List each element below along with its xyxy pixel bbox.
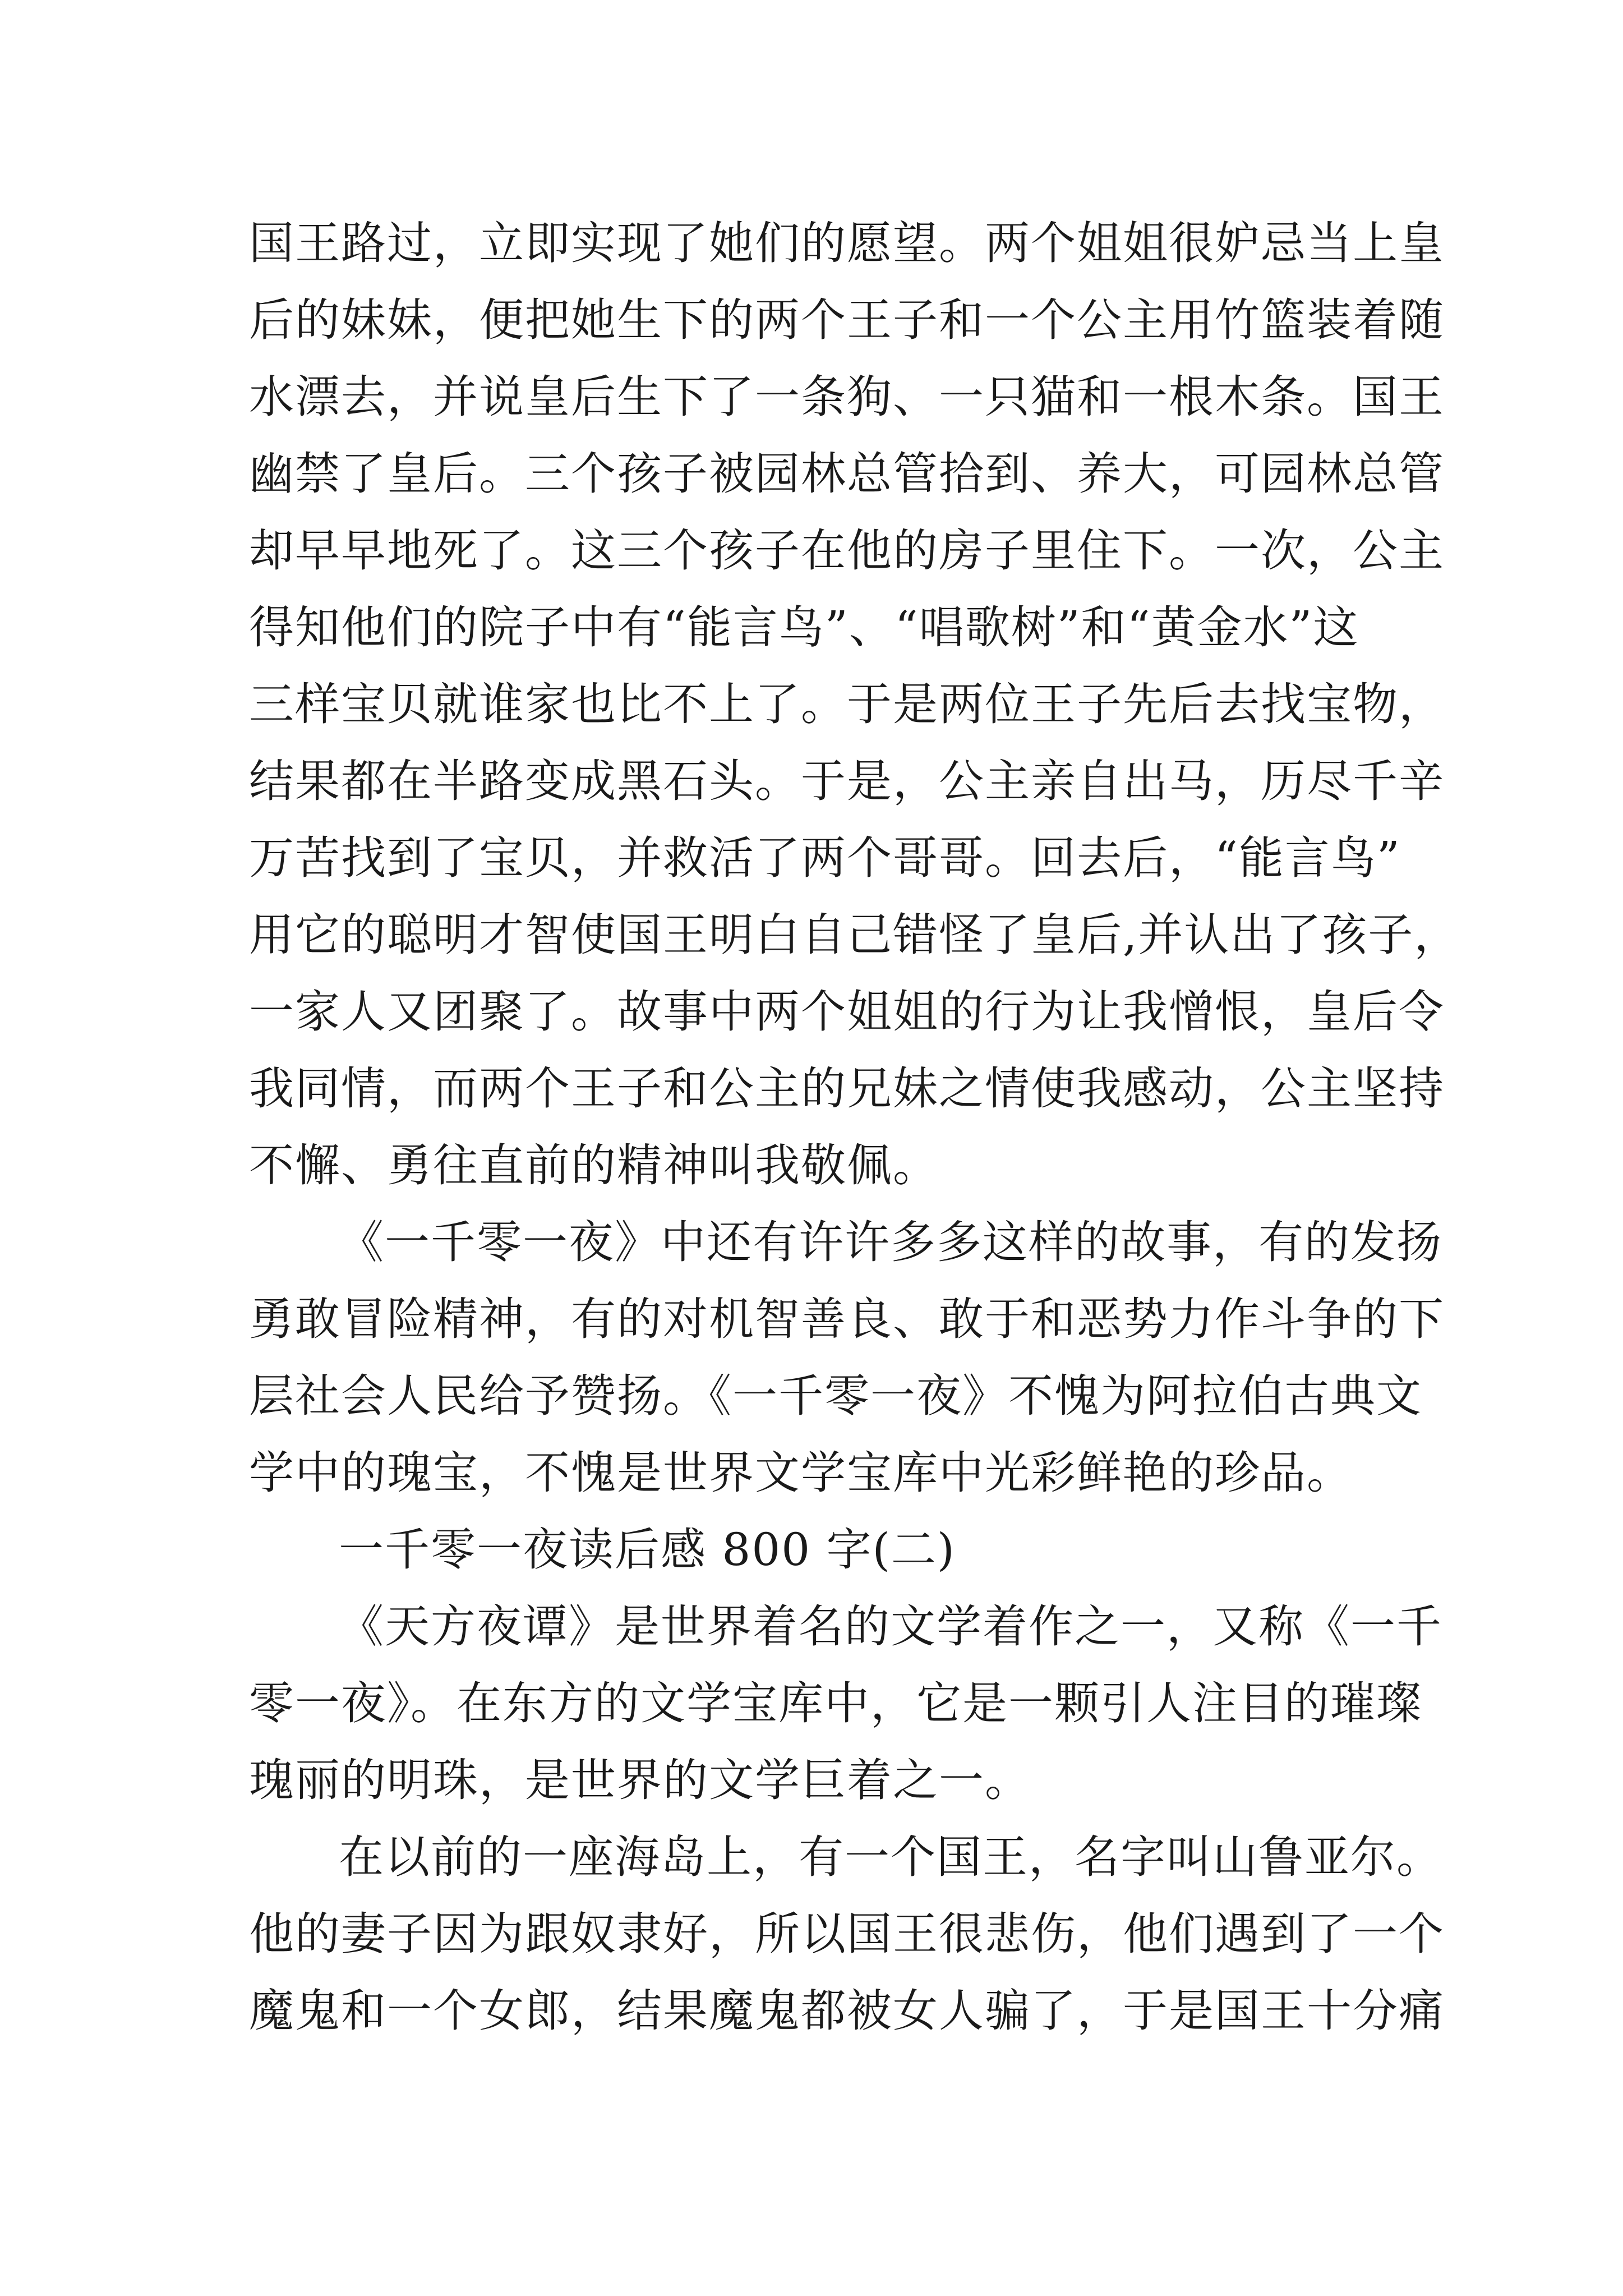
text-line: 用它的聪明才智使国王明白自己错怪了皇后,并认出了孩子， xyxy=(249,909,1460,961)
text-line: 却早早地死了。这三个孩子在他的房子里住下。一次，公主 xyxy=(249,524,1445,577)
body-text xyxy=(249,205,1460,2049)
text-line: 学中的瑰宝，不愧是世界文学宝库中光彩鲜艳的珍品。 xyxy=(249,1447,1353,1499)
text-line: 后的妹妹，便把她生下的两个王子和一个公主用竹篮装着随 xyxy=(249,294,1445,346)
text-line: 万苦找到了宝贝，并救活了两个哥哥。回去后，“能言鸟” xyxy=(249,832,1401,884)
text-line: 水漂去，并说皇后生下了一条狗、一只猫和一根木条。国王 xyxy=(249,371,1445,423)
paragraph-start-line: 在以前的一座海岛上，有一个国王，名字叫山鲁亚尔。 xyxy=(339,1831,1442,1883)
section-heading: 一千零一夜读后感 800 字(二) xyxy=(339,1524,956,1576)
text-line: 我同情，而两个王子和公主的兄妹之情使我感动，公主坚持 xyxy=(249,1062,1445,1115)
text-line: 勇敢冒险精神，有的对机智善良、敢于和恶势力作斗争的下 xyxy=(249,1293,1445,1345)
paragraph-start-line: 《天方夜谭》是世界着名的文学着作之一，又称《一千 xyxy=(339,1600,1442,1653)
text-line: 一家人又团聚了。故事中两个姐姐的行为让我憎恨，皇后令 xyxy=(249,986,1445,1038)
text-line: 幽禁了皇后。三个孩子被园林总管拾到、养大，可园林总管 xyxy=(249,448,1445,500)
text-line: 结果都在半路变成黑石头。于是，公主亲自出马，历尽千辛 xyxy=(249,755,1445,807)
text-line: 他的妻子因为跟奴隶好，所以国王很悲伤，他们遇到了一个 xyxy=(249,1908,1445,1960)
text-line: 魔鬼和一个女郎，结果魔鬼都被女人骗了，于是国王十分痛 xyxy=(249,1985,1445,2037)
text-line: 得知他们的院子中有“能言鸟”、“唱歌树”和“黄金水”这 xyxy=(249,601,1359,654)
paragraph-start-line: 《一千零一夜》中还有许许多多这样的故事，有的发扬 xyxy=(339,1216,1442,1268)
text-line: 瑰丽的明珠，是世界的文学巨着之一。 xyxy=(249,1754,1031,1806)
text-line: 零一夜》。在东方的文学宝库中，它是一颗引人注目的璀璨 xyxy=(249,1677,1422,1729)
text-line: 国王路过，立即实现了她们的愿望。两个姐姐很妒忌当上皇 xyxy=(249,217,1445,269)
text-line: 三样宝贝就谁家也比不上了。于是两位王子先后去找宝物， xyxy=(249,678,1445,730)
text-line: 不懈、勇往直前的精神叫我敬佩。 xyxy=(249,1139,939,1191)
text-line: 层社会人民给予赞扬。《一千零一夜》不愧为阿拉伯古典文 xyxy=(249,1370,1422,1422)
